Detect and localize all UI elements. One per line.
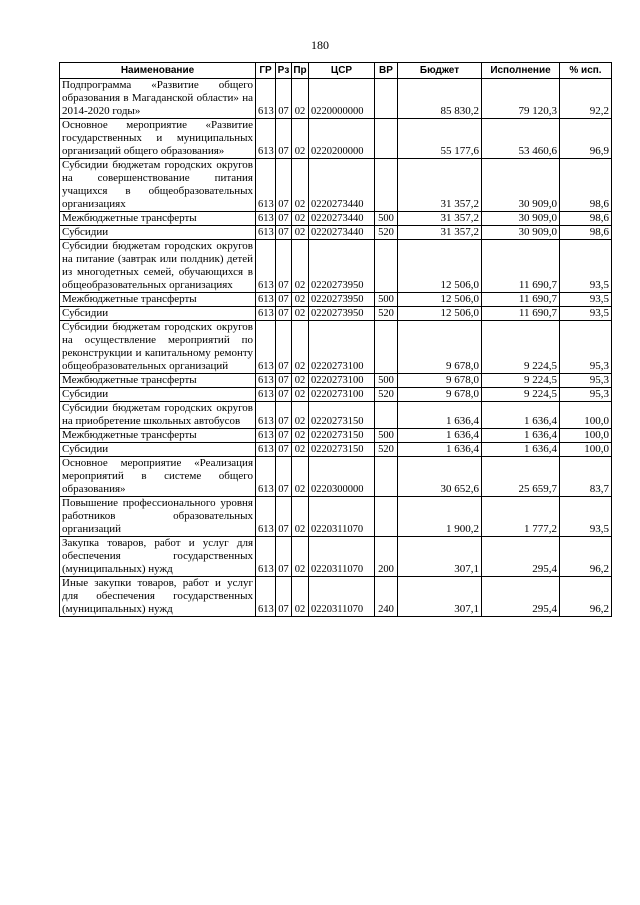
row-budget: 12 506,0	[398, 307, 482, 321]
row-csr: 0220311070	[309, 537, 375, 577]
row-pr: 02	[292, 79, 309, 119]
row-vr	[375, 457, 398, 497]
row-csr: 0220311070	[309, 497, 375, 537]
row-vr: 520	[375, 307, 398, 321]
table-row	[60, 226, 612, 240]
header-rz: Рз	[276, 63, 292, 79]
row-budget: 9 678,0	[398, 388, 482, 402]
row-gr: 613	[256, 374, 276, 388]
row-pr: 02	[292, 402, 309, 429]
table-row	[60, 443, 612, 457]
row-name: Закупка товаров, работ и услуг для обеспечения государственных (муниципальных) нужд	[60, 537, 256, 577]
row-rz: 07	[276, 429, 292, 443]
row-execution: 295,4	[482, 577, 560, 617]
row-pr: 02	[292, 577, 309, 617]
row-gr: 613	[256, 429, 276, 443]
header-percent: % исп.	[560, 63, 612, 79]
row-execution: 25 659,7	[482, 457, 560, 497]
row-csr: 0220273150	[309, 429, 375, 443]
row-execution: 1 636,4	[482, 429, 560, 443]
table-row	[60, 79, 612, 119]
row-execution: 30 909,0	[482, 226, 560, 240]
row-execution: 1 777,2	[482, 497, 560, 537]
row-budget: 1 636,4	[398, 429, 482, 443]
row-csr: 0220273150	[309, 443, 375, 457]
row-gr: 613	[256, 443, 276, 457]
row-budget: 31 357,2	[398, 226, 482, 240]
table-row	[60, 119, 612, 159]
row-pr: 02	[292, 212, 309, 226]
row-percent: 83,7	[560, 457, 612, 497]
row-vr	[375, 159, 398, 212]
table-row	[60, 307, 612, 321]
row-rz: 07	[276, 577, 292, 617]
row-vr: 240	[375, 577, 398, 617]
row-name: Повышение профессионального уровня работников образовательных организаций	[60, 497, 256, 537]
row-rz: 07	[276, 119, 292, 159]
budget-execution-table	[59, 62, 612, 617]
row-budget: 1 636,4	[398, 443, 482, 457]
row-name: Субсидии	[60, 388, 256, 402]
row-rz: 07	[276, 457, 292, 497]
row-name: Субсидии	[60, 443, 256, 457]
row-name: Межбюджетные трансферты	[60, 293, 256, 307]
row-percent: 95,3	[560, 321, 612, 374]
page-number: 180	[311, 38, 329, 52]
row-csr: 0220273100	[309, 374, 375, 388]
row-pr: 02	[292, 429, 309, 443]
row-vr: 520	[375, 388, 398, 402]
row-rz: 07	[276, 443, 292, 457]
row-vr: 500	[375, 374, 398, 388]
row-execution: 79 120,3	[482, 79, 560, 119]
row-percent: 96,2	[560, 577, 612, 617]
row-vr: 520	[375, 443, 398, 457]
row-gr: 613	[256, 497, 276, 537]
row-rz: 07	[276, 240, 292, 293]
row-rz: 07	[276, 79, 292, 119]
row-pr: 02	[292, 497, 309, 537]
row-name: Межбюджетные трансферты	[60, 374, 256, 388]
row-percent: 93,5	[560, 240, 612, 293]
row-vr: 500	[375, 429, 398, 443]
table-row	[60, 457, 612, 497]
row-gr: 613	[256, 402, 276, 429]
row-csr: 0220273150	[309, 402, 375, 429]
row-csr: 0220273440	[309, 159, 375, 212]
header-csr: ЦСР	[309, 63, 375, 79]
row-rz: 07	[276, 226, 292, 240]
table-row	[60, 240, 612, 293]
row-rz: 07	[276, 159, 292, 212]
row-percent: 93,5	[560, 307, 612, 321]
row-percent: 95,3	[560, 388, 612, 402]
row-rz: 07	[276, 321, 292, 374]
row-name: Субсидии	[60, 307, 256, 321]
row-name: Субсидии бюджетам городских округов на совершенствование питания учащихся в общеобразовательных организациях	[60, 159, 256, 212]
table-row	[60, 374, 612, 388]
row-name: Подпрограмма «Развитие общего образования в Магаданской области» на 2014-2020 годы»	[60, 79, 256, 119]
table-row	[60, 577, 612, 617]
row-pr: 02	[292, 240, 309, 293]
row-percent: 98,6	[560, 212, 612, 226]
row-budget: 9 678,0	[398, 321, 482, 374]
row-csr: 0220273100	[309, 321, 375, 374]
row-vr	[375, 402, 398, 429]
row-rz: 07	[276, 388, 292, 402]
row-gr: 613	[256, 457, 276, 497]
row-vr: 200	[375, 537, 398, 577]
row-csr: 0220273950	[309, 307, 375, 321]
row-execution: 1 636,4	[482, 402, 560, 429]
row-pr: 02	[292, 537, 309, 577]
row-percent: 98,6	[560, 226, 612, 240]
table-row	[60, 321, 612, 374]
row-vr	[375, 240, 398, 293]
row-pr: 02	[292, 374, 309, 388]
row-name: Межбюджетные трансферты	[60, 212, 256, 226]
header-budget: Бюджет	[398, 63, 482, 79]
row-name: Межбюджетные трансферты	[60, 429, 256, 443]
row-pr: 02	[292, 388, 309, 402]
row-execution: 11 690,7	[482, 307, 560, 321]
row-rz: 07	[276, 307, 292, 321]
row-name: Субсидии	[60, 226, 256, 240]
row-name: Субсидии бюджетам городских округов на питание (завтрак или полдник) детей из многодетных семей, обучающихся в общеобразовательных организациях	[60, 240, 256, 293]
row-percent: 93,5	[560, 293, 612, 307]
row-gr: 613	[256, 577, 276, 617]
row-name: Иные закупки товаров, работ и услуг для обеспечения государственных (муниципальных) нужд	[60, 577, 256, 617]
row-gr: 613	[256, 119, 276, 159]
row-budget: 9 678,0	[398, 374, 482, 388]
row-vr	[375, 79, 398, 119]
row-execution: 30 909,0	[482, 159, 560, 212]
row-vr: 500	[375, 293, 398, 307]
row-pr: 02	[292, 457, 309, 497]
row-percent: 92,2	[560, 79, 612, 119]
row-budget: 31 357,2	[398, 159, 482, 212]
table-row	[60, 402, 612, 429]
row-pr: 02	[292, 293, 309, 307]
row-percent: 98,6	[560, 159, 612, 212]
row-percent: 96,9	[560, 119, 612, 159]
row-pr: 02	[292, 443, 309, 457]
row-vr: 520	[375, 226, 398, 240]
table-row	[60, 497, 612, 537]
row-budget: 307,1	[398, 577, 482, 617]
row-csr: 0220200000	[309, 119, 375, 159]
row-percent: 95,3	[560, 374, 612, 388]
header-name: Наименование	[60, 63, 256, 79]
table-row	[60, 159, 612, 212]
row-gr: 613	[256, 212, 276, 226]
row-rz: 07	[276, 374, 292, 388]
table-row	[60, 537, 612, 577]
row-pr: 02	[292, 119, 309, 159]
row-pr: 02	[292, 159, 309, 212]
row-vr: 500	[375, 212, 398, 226]
row-execution: 295,4	[482, 537, 560, 577]
row-gr: 613	[256, 226, 276, 240]
row-gr: 613	[256, 388, 276, 402]
row-budget: 12 506,0	[398, 240, 482, 293]
row-name: Субсидии бюджетам городских округов на приобретение школьных автобусов	[60, 402, 256, 429]
row-rz: 07	[276, 402, 292, 429]
row-name: Основное мероприятие «Реализация мероприятий в системе общего образования»	[60, 457, 256, 497]
row-execution: 53 460,6	[482, 119, 560, 159]
row-vr	[375, 119, 398, 159]
row-csr: 0220300000	[309, 457, 375, 497]
table-header-row	[60, 63, 612, 79]
row-pr: 02	[292, 307, 309, 321]
row-name: Основное мероприятие «Развитие государственных и муниципальных организаций общего образования»	[60, 119, 256, 159]
row-csr: 0220273440	[309, 226, 375, 240]
row-execution: 9 224,5	[482, 374, 560, 388]
header-execution: Исполнение	[482, 63, 560, 79]
row-budget: 1 900,2	[398, 497, 482, 537]
row-execution: 30 909,0	[482, 212, 560, 226]
row-gr: 613	[256, 293, 276, 307]
header-gr: ГР	[256, 63, 276, 79]
table-row	[60, 388, 612, 402]
row-budget: 12 506,0	[398, 293, 482, 307]
row-gr: 613	[256, 537, 276, 577]
row-csr: 0220273100	[309, 388, 375, 402]
row-budget: 85 830,2	[398, 79, 482, 119]
row-percent: 100,0	[560, 443, 612, 457]
row-csr: 0220273440	[309, 212, 375, 226]
row-csr: 0220273950	[309, 240, 375, 293]
row-csr: 0220273950	[309, 293, 375, 307]
row-budget: 55 177,6	[398, 119, 482, 159]
row-execution: 11 690,7	[482, 293, 560, 307]
row-budget: 1 636,4	[398, 402, 482, 429]
row-gr: 613	[256, 79, 276, 119]
row-rz: 07	[276, 212, 292, 226]
row-budget: 30 652,6	[398, 457, 482, 497]
row-rz: 07	[276, 293, 292, 307]
row-percent: 96,2	[560, 537, 612, 577]
row-gr: 613	[256, 321, 276, 374]
header-vr: ВР	[375, 63, 398, 79]
row-pr: 02	[292, 321, 309, 374]
table-row	[60, 293, 612, 307]
row-budget: 307,1	[398, 537, 482, 577]
row-percent: 100,0	[560, 429, 612, 443]
row-name: Субсидии бюджетам городских округов на осуществление мероприятий по реконструкции и капитальному ремонту общеобразовательных организаций	[60, 321, 256, 374]
row-gr: 613	[256, 240, 276, 293]
row-vr	[375, 321, 398, 374]
row-budget: 31 357,2	[398, 212, 482, 226]
table-row	[60, 429, 612, 443]
row-rz: 07	[276, 497, 292, 537]
row-execution: 9 224,5	[482, 388, 560, 402]
row-execution: 11 690,7	[482, 240, 560, 293]
row-pr: 02	[292, 226, 309, 240]
row-execution: 9 224,5	[482, 321, 560, 374]
row-rz: 07	[276, 537, 292, 577]
row-percent: 93,5	[560, 497, 612, 537]
row-csr: 0220311070	[309, 577, 375, 617]
row-gr: 613	[256, 307, 276, 321]
row-gr: 613	[256, 159, 276, 212]
row-vr	[375, 497, 398, 537]
header-pr: Пр	[292, 63, 309, 79]
table-row	[60, 212, 612, 226]
row-execution: 1 636,4	[482, 443, 560, 457]
row-percent: 100,0	[560, 402, 612, 429]
row-csr: 0220000000	[309, 79, 375, 119]
